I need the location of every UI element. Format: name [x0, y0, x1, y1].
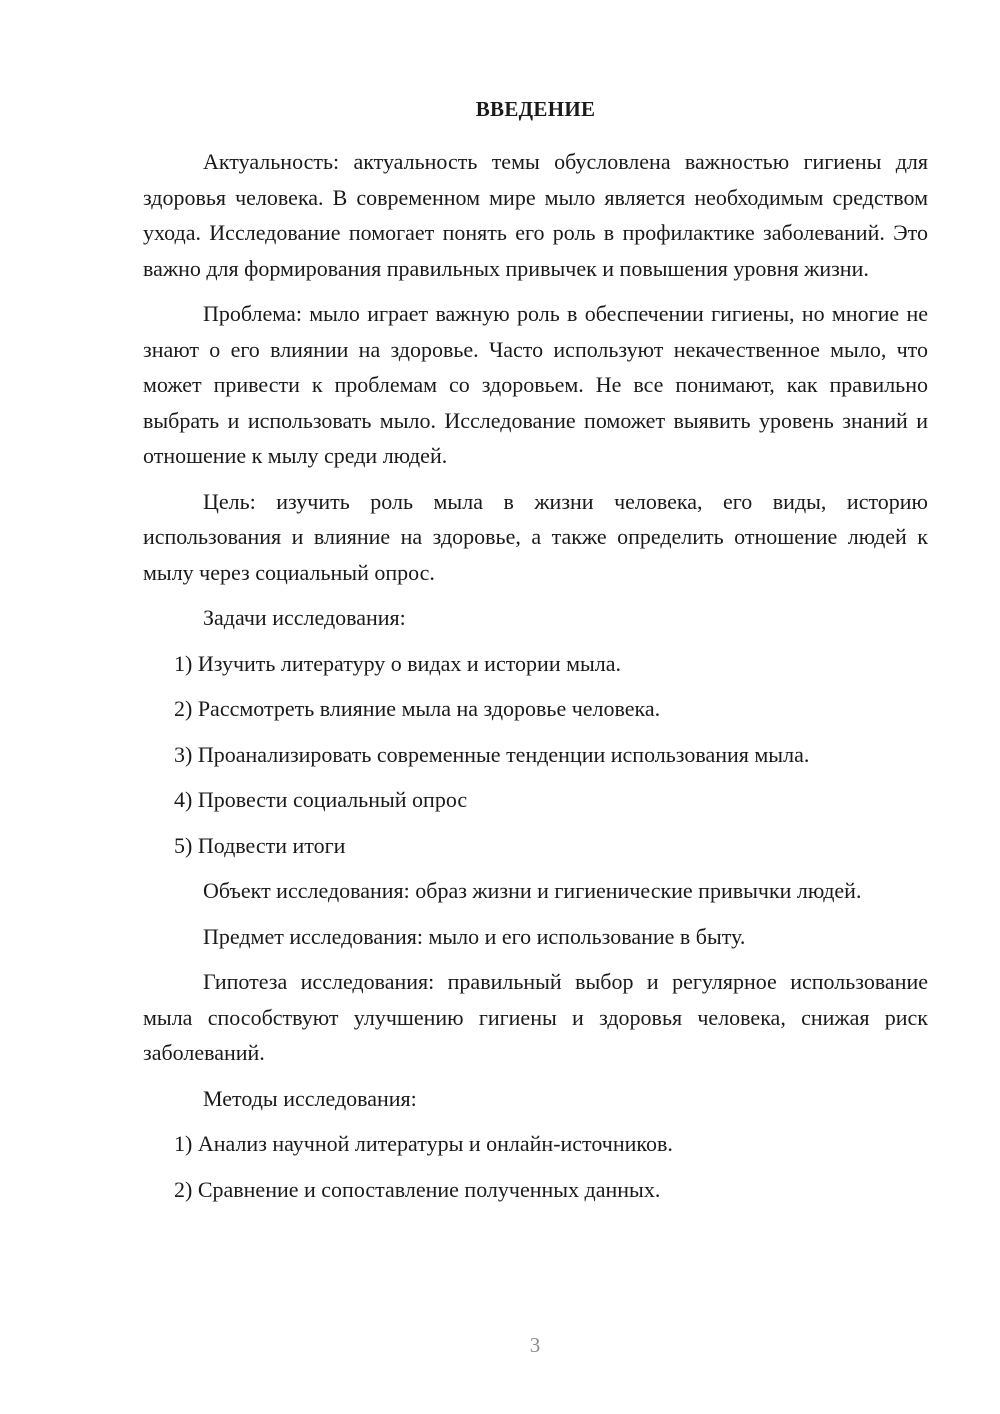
tasks-list	[143, 646, 928, 864]
section-title: ВВЕДЕНИЕ	[475, 97, 596, 121]
problem-paragraph: Проблема: мыло играет важную роль в обеспечении гигиены, но многие не знают о его влиянии на здоровье. Часто используют некачественное мыло, что может привести к проблемам со здоровьем. Не все понимают, как правильно выбрать и использовать мыло. Исследование поможет выявить уровень знаний и отношение к мылу среди людей.	[143, 301, 928, 468]
subject-paragraph: Предмет исследования: мыло и его использование в быту.	[203, 923, 746, 949]
hypothesis-paragraph: Гипотеза исследования: правильный выбор и регулярное использование мыла способствуют улучшению гигиены и здоровья человека, снижая риск заболеваний.	[143, 969, 928, 1065]
methods-heading: Методы исследования:	[203, 1085, 417, 1111]
list-item: 4) Провести социальный опрос	[174, 787, 468, 812]
list-item: 3) Проанализировать современные тенденции использования мыла.	[174, 741, 810, 767]
document-page	[143, 94, 928, 1217]
list-item: 1) Изучить литературу о видах и истории мыла.	[174, 650, 622, 676]
page-number: 3	[529, 1333, 541, 1357]
methods-list	[143, 1126, 928, 1207]
list-item: 5) Подвести итоги	[174, 832, 346, 858]
goal-paragraph: Цель: изучить роль мыла в жизни человека, его виды, историю использования и влияние на здоровье, а также определить отношение людей к мылу через социальный опрос.	[143, 488, 928, 585]
object-paragraph: Объект исследования: образ жизни и гигиенические привычки людей.	[203, 878, 862, 903]
list-item: 2) Рассмотреть влияние мыла на здоровье человека.	[174, 696, 661, 721]
relevance-paragraph: Актуальность: актуальность темы обусловлена важностью гигиены для здоровья человека. В современном мире мыло является необходимым средством ухода. Исследование помогает понять его роль в профилактике заболеваний. Это важно для формирования правильных привычек и повышения уровня жизни.	[143, 149, 928, 281]
list-item: 2) Сравнение и сопоставление полученных данных.	[174, 1176, 661, 1202]
list-item: 1) Анализ научной литературы и онлайн-источников.	[174, 1131, 673, 1156]
tasks-heading: Задачи исследования:	[203, 605, 406, 630]
